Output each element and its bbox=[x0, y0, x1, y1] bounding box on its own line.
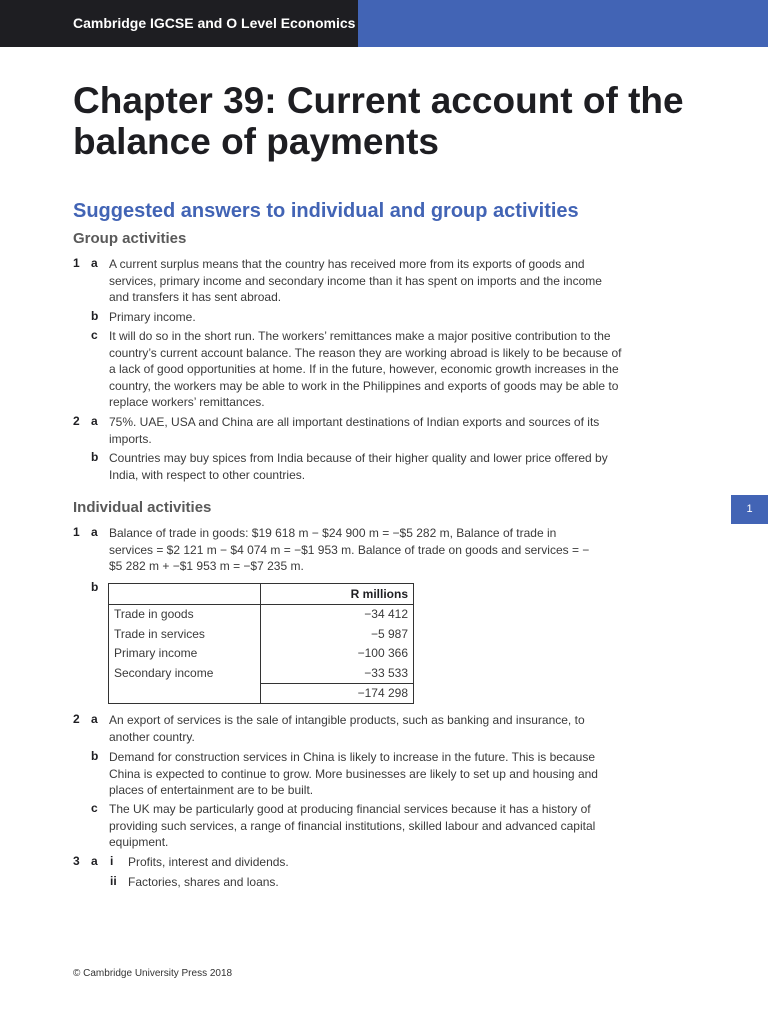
part-letter: b bbox=[91, 749, 99, 763]
chapter-title: Chapter 39: Current account of the balance of payments bbox=[73, 80, 684, 162]
table-row bbox=[109, 604, 414, 624]
individual-activities-heading: Individual activities bbox=[73, 499, 212, 516]
question-number: 1 bbox=[73, 256, 80, 270]
header-bar bbox=[0, 0, 358, 47]
total-label-blank bbox=[109, 683, 261, 704]
row-value: −100 366 bbox=[357, 646, 408, 661]
row-value: −33 533 bbox=[364, 665, 408, 680]
section-heading: Suggested answers to individual and group activities bbox=[73, 200, 579, 222]
row-value: −34 412 bbox=[364, 607, 408, 622]
table-row bbox=[109, 624, 414, 644]
part-letter: c bbox=[91, 328, 98, 342]
individual-q2c-answer: The UK may be particularly good at producing financial services because it has a history of providing such services, a range of financial institutions, skilled labour and advanced capital equipment. bbox=[109, 802, 596, 849]
group-activities-heading: Group activities bbox=[73, 230, 187, 247]
question-number: 1 bbox=[73, 525, 80, 539]
sub-part-numeral: ii bbox=[110, 874, 117, 888]
question-number: 2 bbox=[73, 414, 80, 428]
total-value: −174 298 bbox=[261, 683, 414, 704]
table-header-blank bbox=[109, 584, 261, 605]
row-label: Trade in goods bbox=[109, 604, 261, 624]
individual-q2a-answer: An export of services is the sale of intangible products, such as banking and insurance, to another country. bbox=[109, 713, 585, 744]
table-total-row bbox=[109, 683, 414, 704]
table-row bbox=[109, 644, 414, 664]
individual-q3aii-answer: Factories, shares and loans. bbox=[128, 875, 279, 889]
group-q1b-answer: Primary income. bbox=[109, 310, 196, 324]
individual-q2b-answer: Demand for construction services in China is likely to increase in the future. This is because China is expected to continue to grow. More businesses are likely to set up and housing and places of entertainment are to be built. bbox=[109, 750, 598, 797]
part-letter: b bbox=[91, 309, 99, 323]
sub-part-numeral: i bbox=[110, 854, 114, 868]
row-label: Trade in services bbox=[109, 624, 261, 644]
question-number: 3 bbox=[73, 854, 80, 868]
part-letter: a bbox=[91, 525, 98, 539]
current-account-table bbox=[108, 583, 414, 704]
group-q2b-answer: Countries may buy spices from India because of their higher quality and lower price offered by India, with respect to other countries. bbox=[109, 451, 608, 482]
table-row bbox=[109, 663, 414, 683]
part-letter: a bbox=[91, 712, 98, 726]
part-letter: b bbox=[91, 450, 99, 464]
part-letter: c bbox=[91, 801, 98, 815]
copyright-footer: © Cambridge University Press 2018 bbox=[73, 968, 233, 979]
page-number-tab: 1 bbox=[731, 495, 768, 524]
part-letter: b bbox=[91, 580, 99, 594]
individual-q3ai-answer: Profits, interest and dividends. bbox=[128, 855, 289, 869]
row-label: Primary income bbox=[109, 644, 261, 664]
individual-q1a-answer: Balance of trade in goods: $19 618 m − $24 900 m = −$5 282 m, Balance of trade in services = $2 121 m − $4 074 m = −$1 953 m. Balance of trade on goods and services = −$5 282 m + −$1 953 m = −$7 235 m. bbox=[109, 526, 590, 573]
group-q1c-answer: It will do so in the short run. The workers’ remittances make a major positive contribution to the country’s current account balance. The reason they are working abroad is likely to be because of a lack of good opportunities at home. If in the future, however, economic growth increases in the country, the workers may be able to work in the Philippines and exports of goods may be able to replace workers’ remittances. bbox=[109, 329, 622, 409]
row-label: Secondary income bbox=[109, 663, 261, 683]
header-accent-bar bbox=[358, 0, 768, 47]
row-value: −5 987 bbox=[370, 626, 408, 641]
question-number: 2 bbox=[73, 712, 80, 726]
part-letter: a bbox=[91, 414, 98, 428]
part-letter: a bbox=[91, 854, 98, 868]
part-letter: a bbox=[91, 256, 98, 270]
table-header-units: R millions bbox=[261, 584, 414, 605]
group-q1a-answer: A current surplus means that the country has received more from its exports of goods and services, primary income and secondary income than it has spent on imports and the income and transfers it has sent abroad. bbox=[109, 257, 602, 304]
group-q2a-answer: 75%. UAE, USA and China are all important destinations of Indian exports and sources of its imports. bbox=[109, 415, 600, 446]
book-title: Cambridge IGCSE and O Level Economics bbox=[73, 15, 356, 31]
table-header-row bbox=[109, 584, 414, 605]
